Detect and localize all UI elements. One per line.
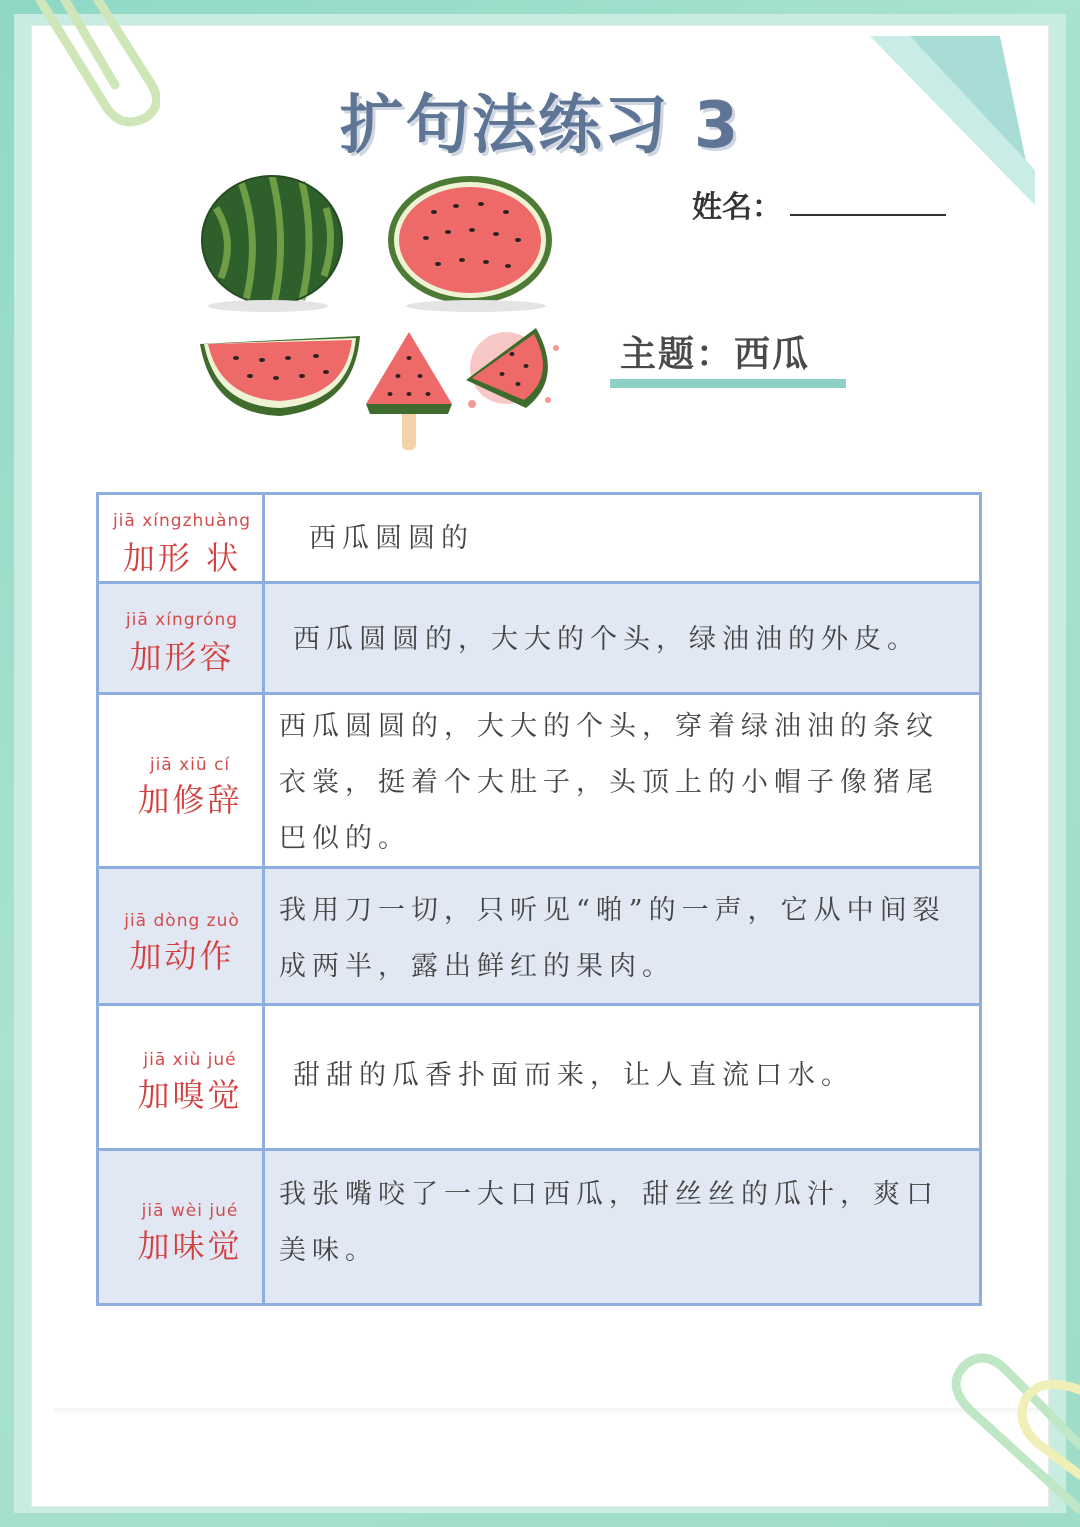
topic-underline [610, 379, 846, 388]
category-label: 加形 状 [122, 539, 242, 577]
watermelon-illustration [176, 168, 576, 458]
label-cell [99, 1006, 265, 1148]
page-title: 扩句法练习 3 [339, 89, 741, 163]
label-cell [99, 869, 265, 1003]
pinyin-label: jiā wèi jué [141, 1201, 239, 1221]
category-label: 加嗅觉 [137, 1076, 243, 1114]
name-label: 姓名： [692, 190, 782, 225]
pinyin-label: jiā xiū cí [149, 755, 231, 775]
label-cell [99, 695, 265, 866]
sentence-text: 西瓜圆圆的，大大的个头，绿油油的外皮。 [293, 624, 920, 655]
category-label: 加味觉 [137, 1227, 243, 1265]
category-label: 加修辞 [137, 781, 243, 819]
table-row [99, 1006, 979, 1151]
topic-label: 主题：西瓜 [620, 334, 811, 375]
pinyin-label: jiā xíngzhuàng [112, 511, 252, 531]
table-row [99, 584, 979, 695]
label-cell [99, 495, 265, 581]
category-label: 加形容 [129, 638, 235, 676]
sentence-text: 我张嘴咬了一大口西瓜，甜丝丝的瓜汁，爽口美味。 [279, 1179, 939, 1266]
sentence-text: 我用刀一切，只听见“啪”的一声，它从中间裂成两半，露出鲜红的果肉。 [279, 895, 946, 982]
table-row [99, 695, 979, 869]
paperclip-icon [930, 1350, 1080, 1520]
pinyin-label: jiā xiù jué [143, 1050, 237, 1070]
table-row [99, 1151, 979, 1303]
sentence-text: 西瓜圆圆的，大大的个头，穿着绿油油的条纹衣裳，挺着个大肚子，头顶上的小帽子像猪尾巴似的。 [279, 711, 939, 854]
expansion-table [96, 492, 982, 1306]
paper-shadow [54, 1408, 1044, 1416]
sentence-text: 西瓜圆圆的 [309, 523, 474, 554]
sentence-text: 甜甜的瓜香扑面而来，让人直流口水。 [293, 1060, 854, 1091]
table-row [99, 869, 979, 1006]
label-cell [99, 1151, 265, 1303]
label-cell [99, 584, 265, 692]
table-row [99, 495, 979, 584]
pinyin-label: jiā xíngróng [125, 610, 239, 630]
pinyin-label: jiā dòng zuò [124, 911, 240, 931]
name-blank-line[interactable] [790, 214, 946, 216]
category-label: 加动作 [129, 937, 235, 975]
